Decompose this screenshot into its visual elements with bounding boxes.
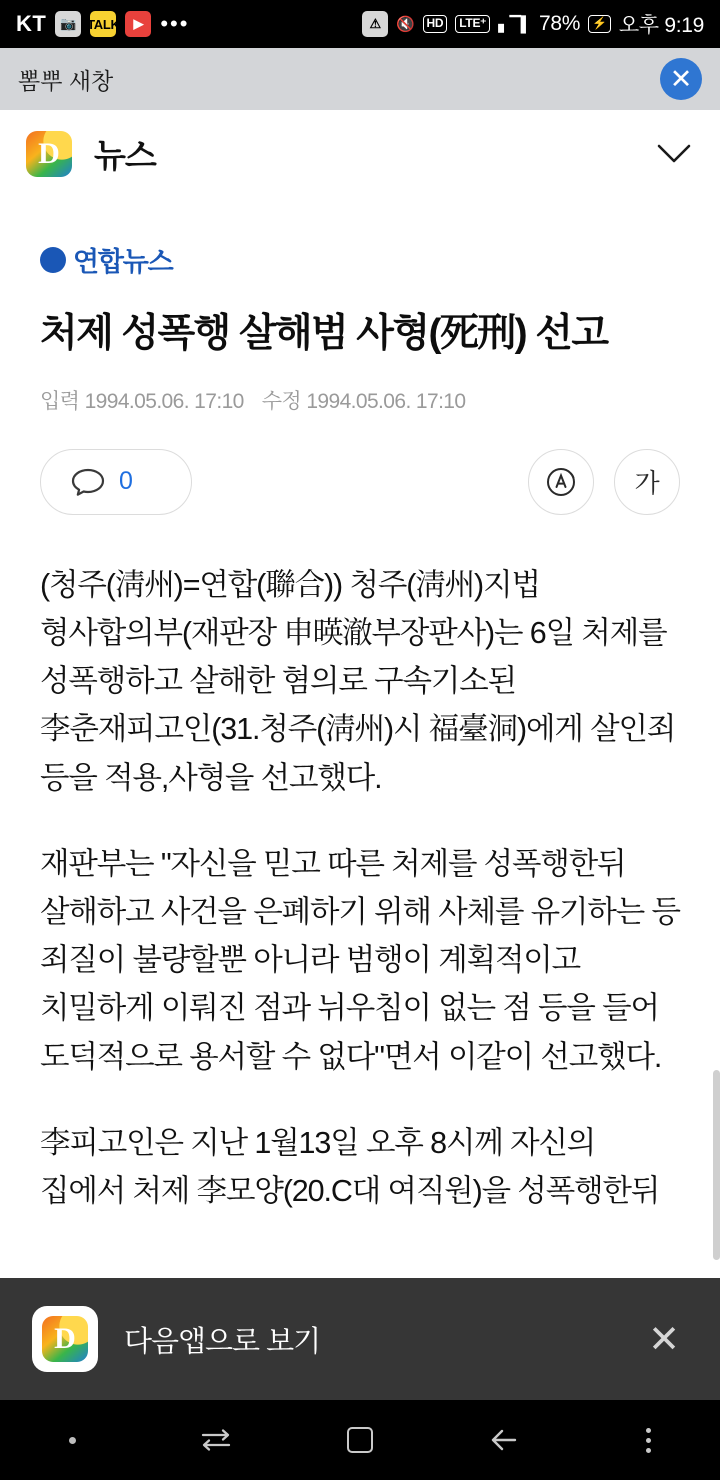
daum-app-icon [32,1306,98,1372]
press-name: 연합뉴스 [73,247,173,277]
banner-close-icon[interactable]: ✕ [648,1318,680,1361]
comment-bubble-icon [71,467,105,497]
article-toolbar-right [528,449,680,515]
article-container [0,198,720,1215]
signal-icon: ▖▔▌ [498,16,532,33]
carrier-label: KT [16,11,47,36]
status-bar-right [362,9,704,39]
window-title-bar [0,48,720,110]
published-timestamp: 입력 1994.05.06. 17:10 [40,389,244,413]
daum-logo-icon [26,131,72,177]
chevron-down-icon[interactable] [654,134,694,174]
article-paragraph: 재판부는 "자신을 믿고 따른 처제를 성폭행한뒤 살해하고 사건을 은폐하기 위해 사체를 유기하는 등 죄질이 불량할뿐 아니라 범행이 계획적이고 치밀하게 이뤄진 점과 뉘우침이 없는 점 등을 들어 도덕적으로 용서할 수 없다"면서 이같이 선고했다. [40,846,680,1074]
font-size-label: 가 [634,468,660,499]
press-logo[interactable] [40,240,680,279]
back-icon[interactable] [432,1426,576,1454]
article-paragraph: (청주(淸州)=연합(聯合)) 청주(淸州)지법 형사합의부(재판장 申暎澈부장판사)는 6일 처제를 성폭행하고 살해한 혐의로 구속기소된 李춘재피고인(31.청주(淸州)시 福臺洞)에게 살인죄 등을 적용,사형을 선고했다. [40,567,676,795]
window-title: 뽐뿌 새창 [18,67,114,94]
battery-charging-icon: ⚡ [588,15,611,33]
lte-plus-icon: LTE⁺ [455,15,490,33]
status-bar [0,0,720,48]
youtube-icon: ▶ [125,11,151,37]
article-paragraph: 李피고인은 지난 1월13일 오후 8시께 자신의 집에서 처제 李모양(20.C대 여직원)을 성폭행한뒤 [40,1125,660,1208]
comment-button[interactable] [40,449,192,515]
status-bar-left [16,11,362,37]
scrollbar-indicator[interactable] [713,1070,720,1260]
article-body [40,561,680,1215]
close-icon[interactable]: ✕ [660,58,702,100]
banner-label: 다음앱으로 보기 [124,1325,321,1358]
updated-timestamp: 수정 1994.05.06. 17:10 [261,389,466,413]
status-clock: 오후 9:19 [618,14,704,37]
tts-auto-play-icon[interactable] [528,449,594,515]
page-title: 처제 성폭행 살해범 사형(死刑) 선고 [40,312,608,355]
app-header [0,110,720,198]
mute-icon: 🔇 [396,16,415,33]
font-size-button[interactable] [614,449,680,515]
app-promo-banner[interactable] [0,1278,720,1400]
menu-icon[interactable] [576,1428,720,1453]
app-title: 뉴스 [94,137,156,174]
kakaotalk-icon: TALK [90,11,116,37]
comment-count: 0 [119,467,133,496]
hd-icon: HD [423,15,448,33]
photo-icon: 📷 [55,11,81,37]
home-icon[interactable] [288,1427,432,1453]
more-dots-icon: ••• [160,11,190,37]
app-brand[interactable] [26,130,156,177]
recents-icon[interactable] [144,1427,288,1453]
system-nav-bar [0,1400,720,1480]
article-timestamps [40,385,680,415]
dnd-icon: ⚠ [362,11,388,37]
battery-percent: 78% [539,12,581,35]
article-toolbar [40,449,680,515]
yonhap-mark-icon [40,247,66,273]
nav-dot-indicator [0,1437,144,1444]
